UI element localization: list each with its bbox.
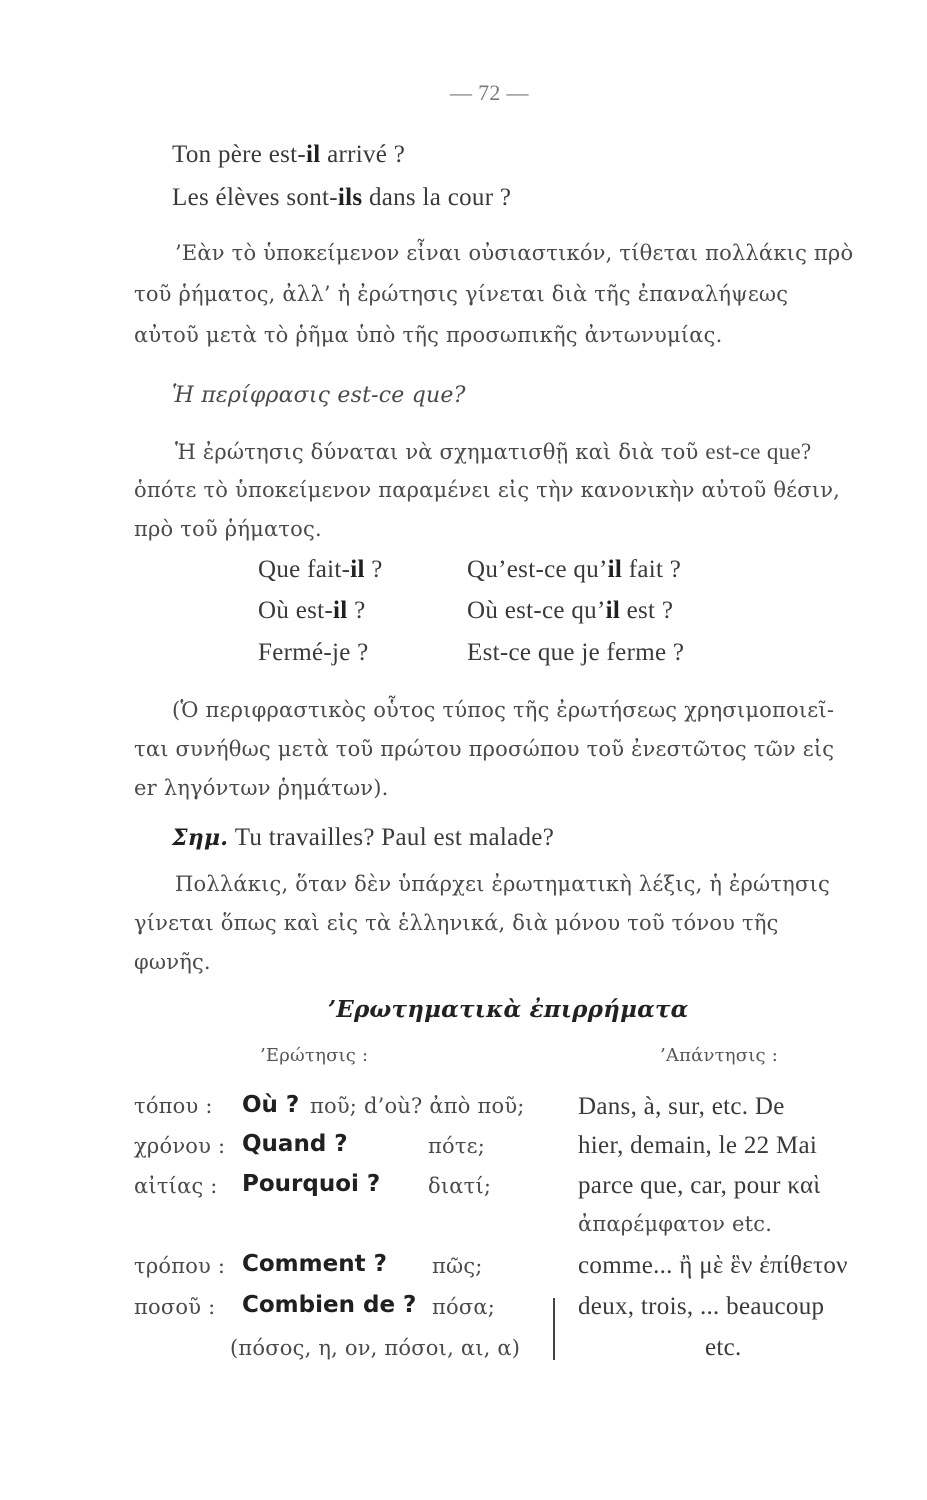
note-label: Σημ.: [172, 825, 229, 851]
example-left-2: Où est-il ?: [258, 597, 366, 624]
row-category: χρόνου :: [134, 1134, 226, 1158]
example-right-2: Où est-ce qu’il est ?: [467, 597, 674, 624]
subheading: Ἡ περίφρασις est-ce que?: [172, 383, 466, 408]
section-title: ’Ερωτηματικὰ ἐπιρρήματα: [328, 996, 689, 1023]
row-greek: πόσα;: [432, 1295, 496, 1319]
para2-greek: Ἡ ἐρώτησις δύναται νὰ σχηματισθῇ καὶ διὰ τοῦ: [175, 440, 699, 464]
row-greek: διατί;: [428, 1174, 492, 1198]
row-greek: πῶς;: [432, 1254, 483, 1278]
example-text: dans la cour ?: [362, 184, 512, 211]
example-right-1: Qu’est-ce qu’il fait ?: [467, 556, 682, 583]
row-adverb: Comment ?: [242, 1251, 387, 1277]
para4-line-1: Πολλάκις, ὅταν δὲν ὑπάρχει ἐρωτηματικὴ λέξις, ἡ ἐρώτησις: [175, 872, 830, 896]
example-left-1: Que fait-il ?: [258, 556, 383, 583]
row-answer: deux, trois, ... beaucoup: [578, 1293, 825, 1320]
row-answer: hier, demain, le 22 Mai: [578, 1132, 818, 1159]
example-text: Ton père est-: [172, 141, 307, 168]
example-left-3: Fermé-je ?: [258, 639, 369, 666]
para4-line-2: γίνεται ὅπως καὶ εἰς τὰ ἑλληνικά, διὰ μόνου τοῦ τόνου τῆς: [134, 911, 779, 935]
example-text: arrivé ?: [320, 141, 406, 168]
row-category: τρόπου :: [134, 1254, 226, 1278]
row-adverb: Quand ?: [242, 1131, 348, 1157]
para3-line-1: (Ὁ περιφραστικὸς οὗτος τύπος τῆς ἐρωτήσεως χρησιμοποιεῖ-: [172, 698, 835, 722]
row-answer: parce que, car, pour καὶ: [578, 1172, 821, 1199]
para4-line-3: φωνῆς.: [134, 950, 211, 974]
para1-line-3: αὐτοῦ μετὰ τὸ ῥῆμα ὑπὸ τῆς προσωπικῆς ἀντωνυμίας.: [134, 323, 723, 347]
para2-line-1: [175, 440, 811, 463]
row-category: τόπου :: [134, 1094, 213, 1118]
note-line: [172, 825, 554, 850]
note-text: Tu travailles? Paul est malade?: [234, 824, 555, 851]
brace-divider: [553, 1298, 555, 1360]
para2-french: est-ce que?: [705, 439, 812, 464]
row-answer: etc.: [705, 1334, 742, 1361]
page-number: — 72 —: [450, 80, 529, 105]
row-adverb: Où ?: [242, 1092, 300, 1118]
example-bold: il: [306, 141, 321, 168]
para2-line-3: πρὸ τοῦ ῥήματος.: [134, 517, 322, 541]
row-category: ποσοῦ :: [134, 1295, 216, 1319]
para1-line-2: τοῦ ῥήματος, ἀλλ’ ἡ ἐρώτησις γίνεται διὰ τῆς ἐπαναλήψεως: [134, 282, 789, 306]
row-answer: comme... ἢ μὲ ἓν ἐπίθετον: [578, 1252, 848, 1279]
para2-line-2: ὁπότε τὸ ὑποκείμενον παραμένει εἰς τὴν κανονικὴν αὐτοῦ θέσιν,: [134, 478, 841, 502]
header-answer: ’Απάντησις :: [660, 1045, 779, 1066]
para3-line-3: er ληγόντων ῥημάτων).: [134, 776, 389, 800]
example-bold: ils: [337, 184, 363, 211]
para3-line-2: ται συνήθως μετὰ τοῦ πρώτου προσώπου τοῦ ἐνεστῶτος τῶν εἰς: [134, 737, 835, 761]
row-greek-note: (πόσος, η, ον, πόσοι, αι, α): [230, 1336, 521, 1360]
row-greek: ποῦ; d’où? ἀπὸ ποῦ;: [310, 1094, 525, 1118]
row-category: αἰτίας :: [134, 1174, 218, 1198]
row-adverb: Pourquoi ?: [242, 1171, 381, 1197]
row-answer-continuation: ἀπαρέμφατον etc.: [578, 1212, 773, 1236]
row-adverb: Combien de ?: [242, 1292, 417, 1318]
example-line-2: [172, 185, 511, 210]
example-right-3: Est-ce que je ferme ?: [467, 639, 685, 666]
example-line-1: [172, 142, 405, 167]
header-question: ’Ερώτησις :: [260, 1045, 369, 1066]
para1-line-1: ’Εὰν τὸ ὑποκείμενον εἶναι οὐσιαστικόν, τίθεται πολλάκις πρὸ: [175, 241, 854, 265]
row-greek: πότε;: [428, 1134, 486, 1158]
example-text: Les élèves sont-: [172, 184, 338, 211]
row-answer: Dans, à, sur, etc. De: [578, 1093, 785, 1120]
